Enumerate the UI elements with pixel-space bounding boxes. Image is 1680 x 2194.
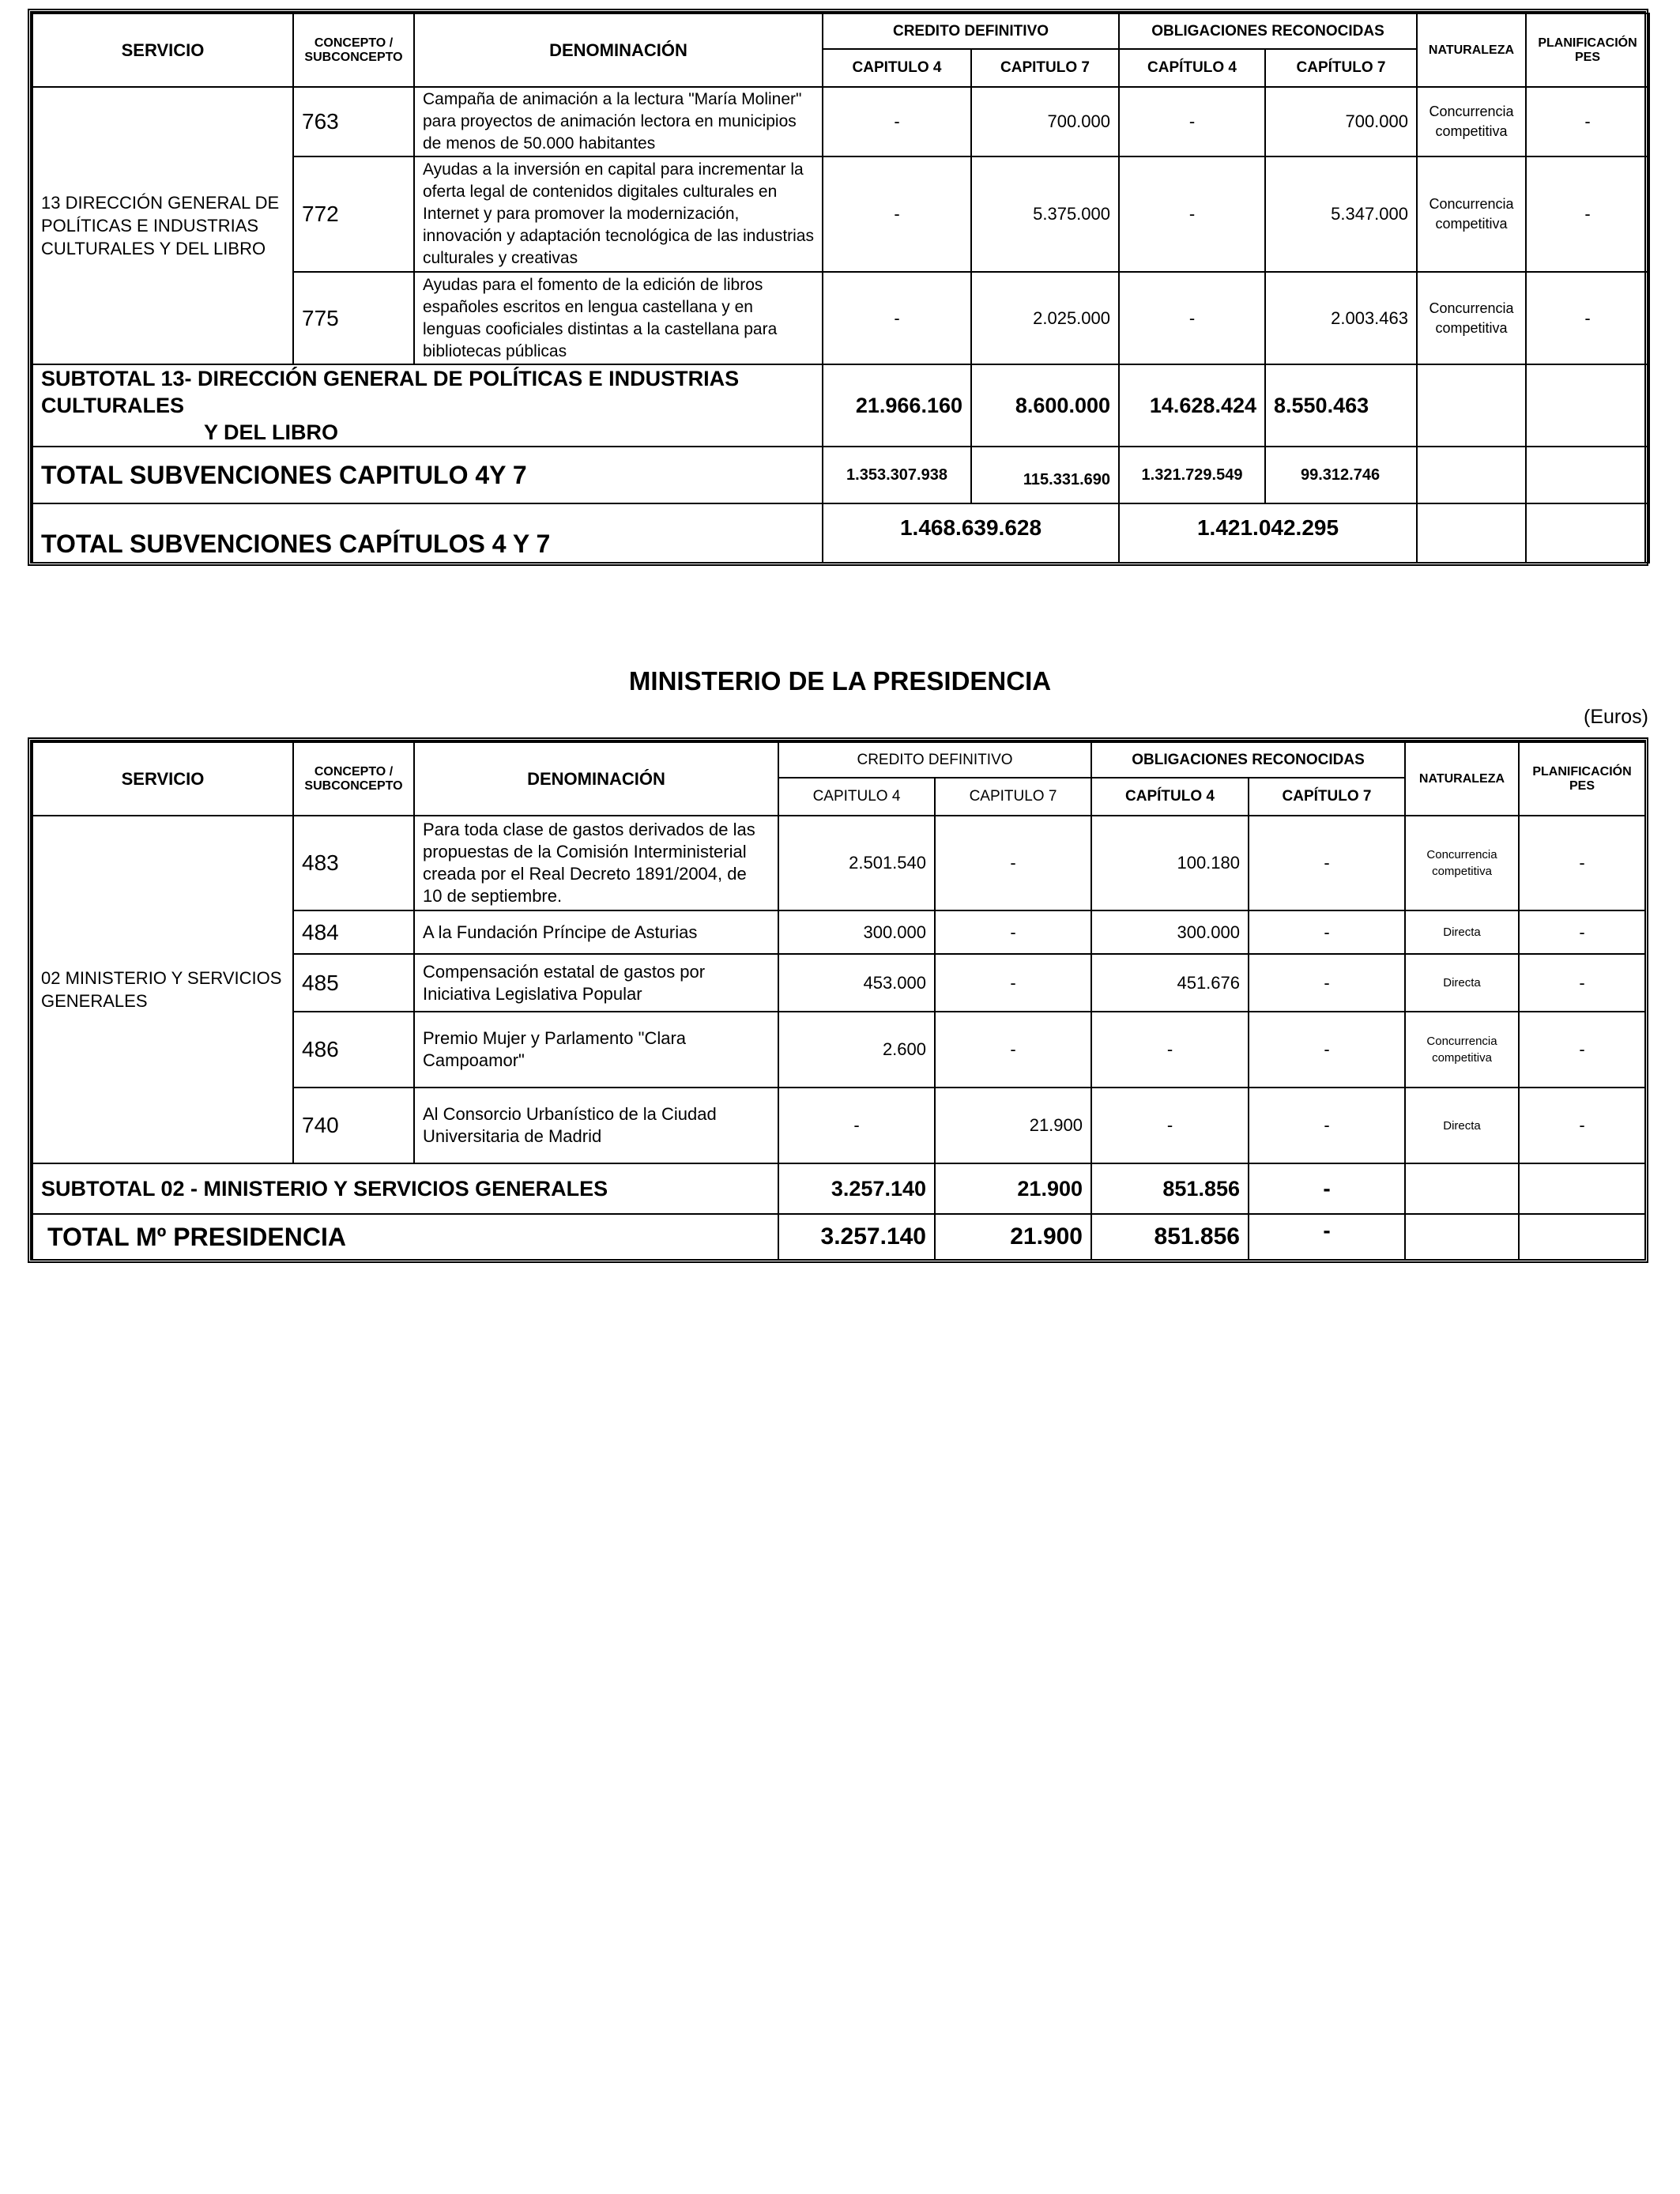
col-header-servicio: SERVICIO [32, 742, 293, 816]
credit-cap4: - [823, 272, 971, 364]
total-cap-oblig-cap4: 1.321.729.549 [1119, 447, 1265, 503]
col-header-naturaleza: NATURALEZA [1405, 742, 1519, 816]
col-header-denominacion: DENOMINACIÓN [414, 13, 823, 87]
service-name: 13 DIRECCIÓN GENERAL DE POLÍTICAS E INDUSTRIAS CULTURALES Y DEL LIBRO [32, 87, 293, 364]
col-header-oblig-cap7: CAPÍTULO 7 [1249, 778, 1405, 816]
oblig-cap4: - [1091, 1088, 1249, 1163]
oblig-cap7: 5.347.000 [1265, 156, 1417, 272]
total-cap-row [32, 447, 1649, 503]
col-header-servicio: SERVICIO [32, 13, 293, 87]
total-oblig-cap4: 851.856 [1091, 1214, 1249, 1260]
col-header-naturaleza: NATURALEZA [1417, 13, 1526, 87]
col-header-credito: CREDITO DEFINITIVO [778, 742, 1091, 778]
total-row [32, 1214, 1645, 1260]
naturaleza: Concurrencia competitiva [1417, 87, 1526, 156]
total-label: TOTAL Mº PRESIDENCIA [32, 1214, 778, 1260]
credit-cap7: 700.000 [971, 87, 1119, 156]
oblig-cap7: - [1249, 954, 1405, 1012]
oblig-cap4: - [1119, 272, 1265, 364]
oblig-cap7: - [1249, 910, 1405, 954]
subtotal-oblig-cap4: 14.628.424 [1119, 364, 1265, 447]
naturaleza: Concurrencia competitiva [1405, 1012, 1519, 1088]
credit-cap4: 300.000 [778, 910, 935, 954]
credit-cap7: - [935, 954, 1091, 1012]
denomination: Compensación estatal de gastos por Iniciativa Legislativa Popular [414, 954, 778, 1012]
oblig-cap7: 700.000 [1265, 87, 1417, 156]
service-name: 02 MINISTERIO Y SERVICIOS GENERALES [32, 816, 293, 1163]
col-header-credito-cap7: CAPITULO 7 [935, 778, 1091, 816]
denomination: Campaña de animación a la lectura "María Moliner" para proyectos de animación lectora en municipios de menos de 50.000 habitantes [414, 87, 823, 156]
total-caps-obligaciones: 1.421.042.295 [1119, 503, 1417, 563]
section-title: MINISTERIO DE LA PRESIDENCIA [628, 666, 1052, 696]
naturaleza: Directa [1405, 1088, 1519, 1163]
credit-cap7: - [935, 816, 1091, 910]
col-header-obligaciones: OBLIGACIONES RECONOCIDAS [1091, 742, 1405, 778]
empty-cell [1417, 503, 1526, 563]
col-header-planificacion: PLANIFICACIÓN PES [1519, 742, 1645, 816]
planificacion: - [1526, 87, 1649, 156]
credit-cap7: 2.025.000 [971, 272, 1119, 364]
empty-cell [1519, 1163, 1645, 1214]
subtotal-row [32, 364, 1649, 447]
credit-cap7: - [935, 910, 1091, 954]
total-credit-cap4: 3.257.140 [778, 1214, 935, 1260]
table-row [32, 87, 1649, 156]
subtotal-label-line1: SUBTOTAL 13- DIRECCIÓN GENERAL DE POLÍTICAS E INDUSTRIAS CULTURALES [41, 367, 740, 417]
denomination: Ayudas a la inversión en capital para incrementar la oferta legal de contenidos digitales culturales en Internet y para promover la modernización, innovación y adaptación tecnológica de las industrias culturales y creativas [414, 156, 823, 272]
total-cap-credit-cap7: 115.331.690 [971, 447, 1119, 503]
empty-cell [1405, 1214, 1519, 1260]
oblig-cap4: - [1119, 87, 1265, 156]
credit-cap7: - [935, 1012, 1091, 1088]
credit-cap4: - [823, 87, 971, 156]
table-row [32, 816, 1645, 910]
col-header-oblig-cap4: CAPÍTULO 4 [1119, 49, 1265, 87]
denomination: Ayudas para el fomento de la edición de libros españoles escritos en lengua castellana y en lenguas cooficiales distintas a la castellana para bibliotecas públicas [414, 272, 823, 364]
total-caps-row [32, 503, 1649, 563]
subtotal-credit-cap4: 3.257.140 [778, 1163, 935, 1214]
oblig-cap4: - [1091, 1012, 1249, 1088]
oblig-cap7: - [1249, 816, 1405, 910]
col-header-credito-cap4: CAPITULO 4 [823, 49, 971, 87]
oblig-cap7: 2.003.463 [1265, 272, 1417, 364]
units-label: (Euros) [1584, 706, 1648, 728]
empty-cell [1526, 364, 1649, 447]
denomination: Al Consorcio Urbanístico de la Ciudad Universitaria de Madrid [414, 1088, 778, 1163]
planificacion: - [1519, 910, 1645, 954]
concept-code: 484 [293, 910, 414, 954]
credit-cap4: - [778, 1088, 935, 1163]
total-oblig-cap7: - [1249, 1214, 1405, 1260]
empty-cell [1417, 364, 1526, 447]
total-cap-oblig-cap7: 99.312.746 [1265, 447, 1417, 503]
col-header-oblig-cap7: CAPÍTULO 7 [1265, 49, 1417, 87]
empty-cell [1417, 447, 1526, 503]
naturaleza: Concurrencia competitiva [1405, 816, 1519, 910]
oblig-cap4: 100.180 [1091, 816, 1249, 910]
naturaleza: Concurrencia competitiva [1417, 156, 1526, 272]
credit-cap4: 453.000 [778, 954, 935, 1012]
total-cap-label: TOTAL SUBVENCIONES CAPITULO 4Y 7 [32, 447, 823, 503]
total-cap-credit-cap4: 1.353.307.938 [823, 447, 971, 503]
denomination: Premio Mujer y Parlamento "Clara Campoamor" [414, 1012, 778, 1088]
total-credit-cap7: 21.900 [935, 1214, 1091, 1260]
concept-code: 485 [293, 954, 414, 1012]
oblig-cap7: - [1249, 1088, 1405, 1163]
subtotal-label: SUBTOTAL 02 - MINISTERIO Y SERVICIOS GENERALES [32, 1163, 778, 1214]
planificacion: - [1519, 1088, 1645, 1163]
col-header-credito: CREDITO DEFINITIVO [823, 13, 1119, 49]
concept-code: 772 [293, 156, 414, 272]
empty-cell [1405, 1163, 1519, 1214]
oblig-cap4: 451.676 [1091, 954, 1249, 1012]
naturaleza: Directa [1405, 954, 1519, 1012]
empty-cell [1526, 503, 1649, 563]
planificacion: - [1519, 1012, 1645, 1088]
concept-code: 486 [293, 1012, 414, 1088]
planificacion: - [1519, 816, 1645, 910]
subtotal-credit-cap7: 21.900 [935, 1163, 1091, 1214]
col-header-concepto: CONCEPTO / SUBCONCEPTO [293, 13, 414, 87]
oblig-cap4: 300.000 [1091, 910, 1249, 954]
col-header-concepto: CONCEPTO / SUBCONCEPTO [293, 742, 414, 816]
subtotal-label-line2: Y DEL LIBRO [204, 420, 339, 444]
credit-cap4: - [823, 156, 971, 272]
concept-code: 775 [293, 272, 414, 364]
subtotal-label [32, 364, 823, 447]
subtotal-oblig-cap7: 8.550.463 [1265, 364, 1417, 447]
total-caps-credito: 1.468.639.628 [823, 503, 1119, 563]
credit-cap4: 2.600 [778, 1012, 935, 1088]
table-presidencia-subsidies [28, 737, 1648, 1263]
concept-code: 483 [293, 816, 414, 910]
naturaleza: Concurrencia competitiva [1417, 272, 1526, 364]
subtotal-row [32, 1163, 1645, 1214]
col-header-oblig-cap4: CAPÍTULO 4 [1091, 778, 1249, 816]
col-header-credito-cap4: CAPITULO 4 [778, 778, 935, 816]
empty-cell [1519, 1214, 1645, 1260]
col-header-obligaciones: OBLIGACIONES RECONOCIDAS [1119, 13, 1417, 49]
col-header-denominacion: DENOMINACIÓN [414, 742, 778, 816]
col-header-credito-cap7: CAPITULO 7 [971, 49, 1119, 87]
subtotal-credit-cap7: 8.600.000 [971, 364, 1119, 447]
planificacion: - [1526, 156, 1649, 272]
col-header-planificacion: PLANIFICACIÓN PES [1526, 13, 1649, 87]
concept-code: 763 [293, 87, 414, 156]
subtotal-oblig-cap7: - [1249, 1163, 1405, 1214]
planificacion: - [1526, 272, 1649, 364]
naturaleza: Directa [1405, 910, 1519, 954]
planificacion: - [1519, 954, 1645, 1012]
table-culture-subsidies [28, 9, 1648, 566]
empty-cell [1526, 447, 1649, 503]
credit-cap7: 21.900 [935, 1088, 1091, 1163]
credit-cap4: 2.501.540 [778, 816, 935, 910]
oblig-cap7: - [1249, 1012, 1405, 1088]
denomination: Para toda clase de gastos derivados de las propuestas de la Comisión Interministerial creada por el Real Decreto 1891/2004, de 10 de septiembre. [414, 816, 778, 910]
total-caps-label: TOTAL SUBVENCIONES CAPÍTULOS 4 Y 7 [32, 503, 823, 563]
credit-cap7: 5.375.000 [971, 156, 1119, 272]
denomination: A la Fundación Príncipe de Asturias [414, 910, 778, 954]
subtotal-credit-cap4: 21.966.160 [823, 364, 971, 447]
concept-code: 740 [293, 1088, 414, 1163]
subtotal-oblig-cap4: 851.856 [1091, 1163, 1249, 1214]
oblig-cap4: - [1119, 156, 1265, 272]
